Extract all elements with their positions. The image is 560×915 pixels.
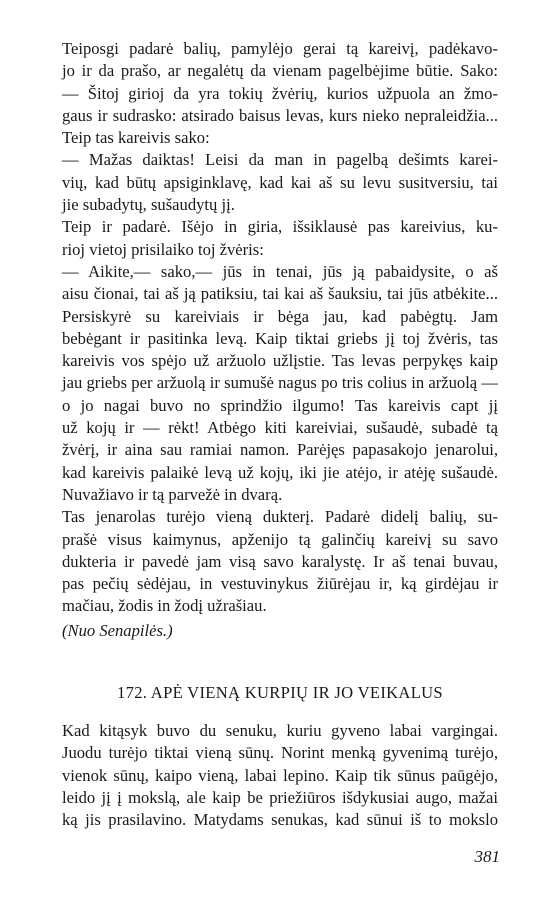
text-line: leido jį į mokslą, ale kaip be priežiūros išdykusiai augo, mažai <box>62 787 498 807</box>
source-note: (Nuo Senapilės.) <box>62 621 173 640</box>
text-line: Teip tas kareivis sako: <box>62 128 210 148</box>
text-line: Teip ir padarė. Išėjo in giria, išsiklausė pas kareivius, ku- <box>62 217 498 237</box>
main-text <box>62 38 498 618</box>
page-number: 381 <box>474 847 500 866</box>
text-line: o jo nagai buvo no sprindžio ilgumo! Tas kareivis capt jį <box>62 395 498 415</box>
text-line: — Mažas daiktas! Leisi da man in pagelbą dešimts karei- <box>62 150 498 170</box>
text-line: Nuvažiavo ir tą parvežė in dvarą. <box>62 484 283 504</box>
text-line: ką jis prasilavino. Matydams senukas, kad sūnui iš to mokslo <box>62 810 498 830</box>
text-line: pas pečių sėdėjau, in vestuvinykus žiūrėjau ir, ką girdėjau ir <box>62 574 498 594</box>
text-line: prašė visus kaimynus, apženijo tą galinčių kareivį su savo <box>62 529 498 549</box>
text-line: vių, kad būtų apsiginklavę, kad kai aš su levu susitversiu, tai <box>62 172 498 192</box>
text-line: aisu čionai, tai aš ją patiksiu, tai kai aš šauksiu, tai jūs atbėkite... <box>62 284 498 304</box>
text-line: žvėrį, ir aina sau ramiai namon. Parėjęs papasakojo jenarolui, <box>62 440 498 460</box>
text-line: kareivis vos spėjo už aržuolo užlįstie. Tas levas perpykęs kaip <box>62 351 498 371</box>
text-line: Teiposgi padarė balių, pamylėjo gerai tą kareivį, padėkavo- <box>62 39 498 58</box>
text-line: Persiskyrė su kareiviais ir bėga jau, kad pabėgtų. Jam <box>62 306 498 326</box>
text-line: jau griebs per aržuolą ir sumušė nagus po tris colius in aržuolą — <box>62 373 498 393</box>
text-line: mačiau, žodis in žodį užrašiau. <box>62 596 267 616</box>
text-line: — Šitoj girioj da yra tokių žvėrių, kurios užpuola an žmo- <box>62 83 498 103</box>
text-line: Juodu turėjo tiktai vieną sūnų. Norint menką gyvenimą turėjo, <box>62 743 498 763</box>
text-line: bebėgant ir pasitinka levą. Kaip tiktai griebs jį toj žvėris, tas <box>62 328 498 348</box>
text-line: rioj vietoj prisilaiko toj žvėris: <box>62 239 264 259</box>
text-line: jie subadytų, sušaudytų jį. <box>62 195 235 215</box>
text-line: gaus ir sudrasko: atsirado baisus levas, kurs nieko nepraleidžia... <box>62 105 498 125</box>
text-line: jo ir da prašo, ar negalėtų da vienam pagelbėjime būtie. Sako: <box>62 61 498 81</box>
text-line: Kad kitąsyk buvo du senuku, kuriu gyveno labai vargingai. <box>62 721 498 740</box>
chapter-heading: 172. APĖ VIENĄ KURPIŲ IR JO VEIKALUS <box>117 683 443 702</box>
text-line: dukteria ir pavedė jam visą savo karalystę. Ir aš tenai buvau, <box>62 551 498 571</box>
text-line: — Aikite,— sako,— jūs in tenai, jūs ją pabaidysite, o aš <box>62 261 498 281</box>
text-line: vienok sūnų, kaipo vieną, labai lepino. Kaip tik sūnus paūgėjo, <box>62 765 498 785</box>
text-line: Tas jenarolas turėjo vieną dukterį. Padarė didelį balių, su- <box>62 507 498 527</box>
text-line: už kojų ir — rėkt! Atbėgo kiti kareiviai, sušaudė, subadė tą <box>62 418 498 438</box>
text-line: kad kareivis palaikė levą už kojų, iki jie atėjo, ir atėję sušaudė. <box>62 462 498 482</box>
chapter-text <box>62 720 498 831</box>
